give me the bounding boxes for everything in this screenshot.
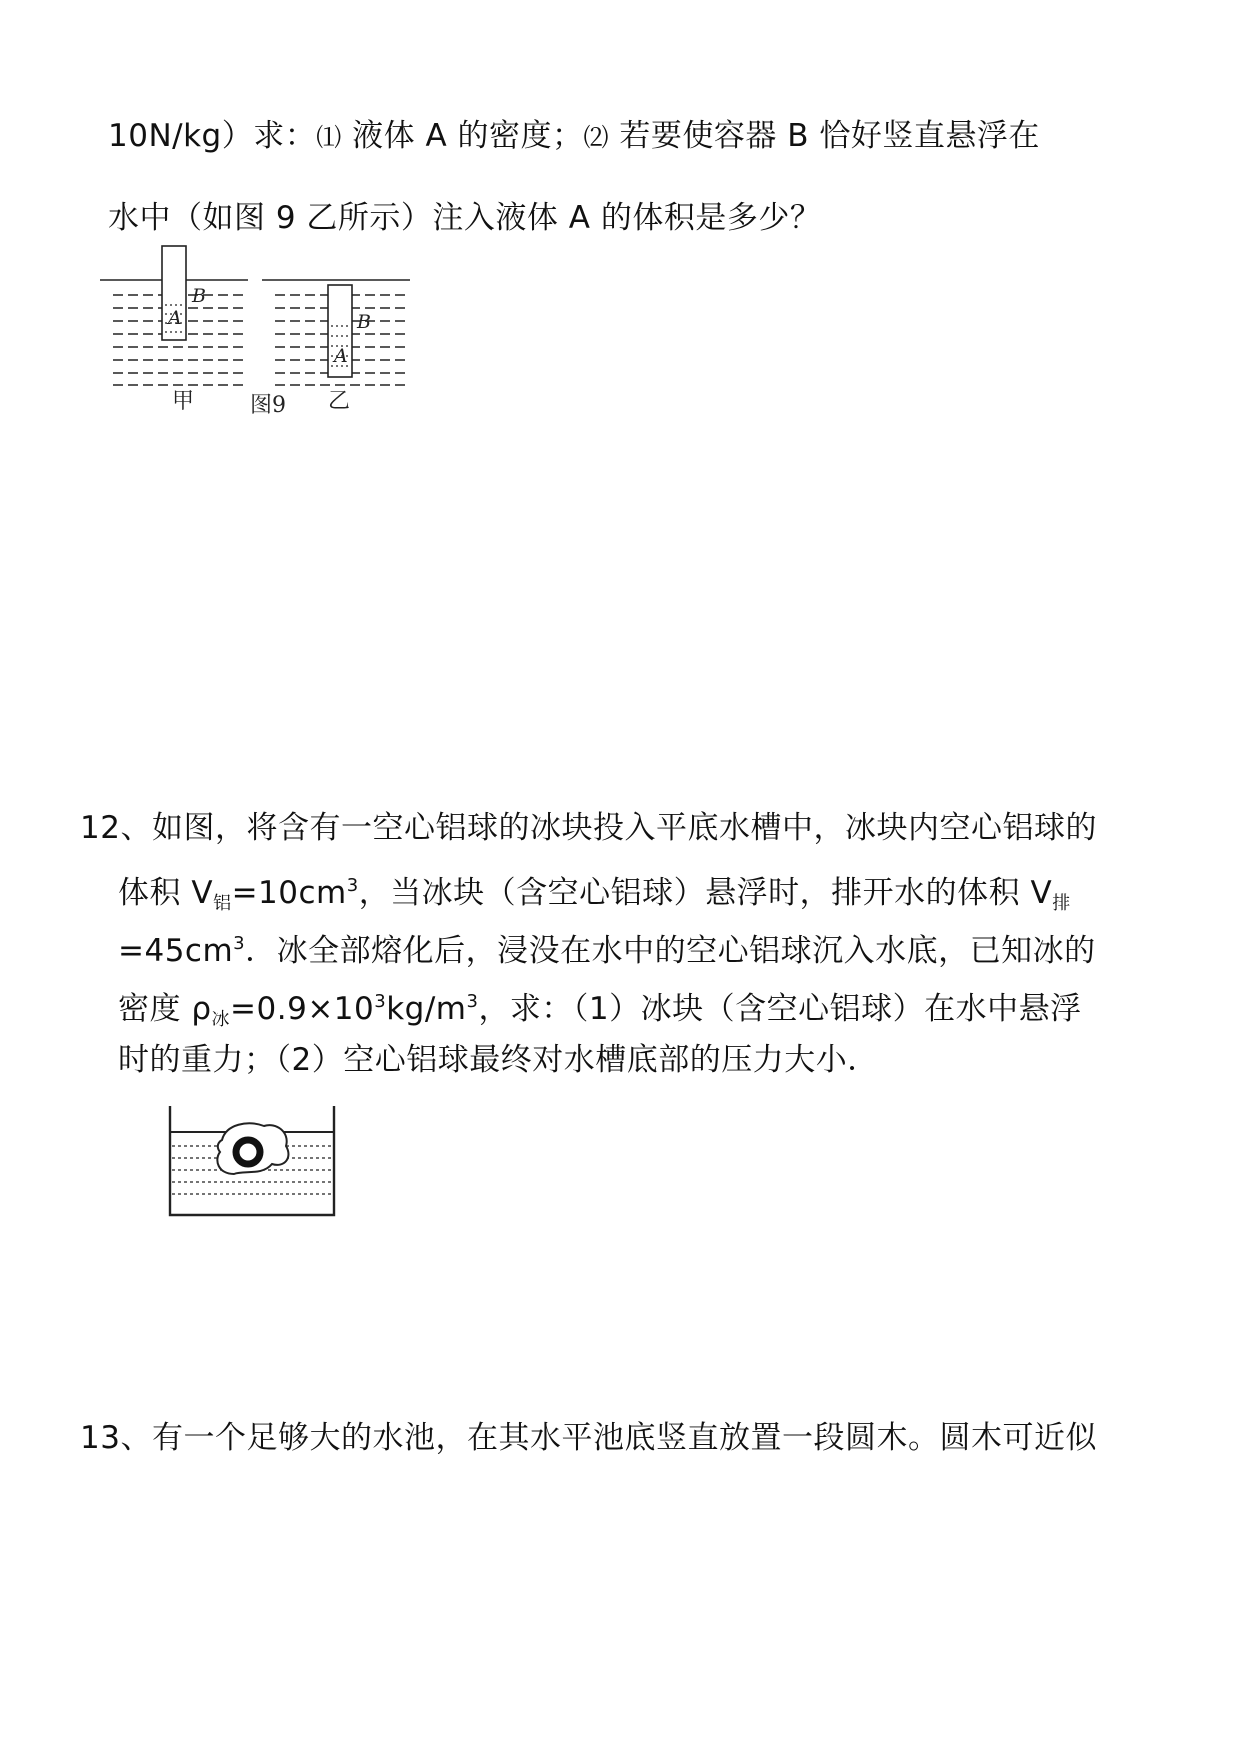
ice-block-figure (160, 1100, 350, 1225)
hollow-aluminum-ball (236, 1140, 260, 1164)
fig9-caption-jia: 甲 (172, 389, 195, 414)
q11-line-1: 10N/kg）求：⑴ 液体 A 的密度；⑵ 若要使容器 B 恰好竖直悬浮在 (108, 118, 1040, 154)
q11-part-2-marker: ⑵ (583, 123, 610, 152)
q12-line-4: 密度 $\rho_冰=0.9\times 10^3kg/m^3$，求：（1）冰块（含空心铝球）在水中悬浮 (118, 991, 1082, 1030)
fig9-label-b-left: B (192, 285, 206, 307)
fig9-caption-yi: 乙 (328, 389, 351, 414)
q11-part-1-marker: ⑴ (316, 123, 342, 152)
q13-line-1: 13、有一个足够大的水池，在其水平池底竖直放置一段圆木。圆木可近似 (80, 1420, 1097, 1456)
q12-line-3: $=45cm^3$．冰全部熔化后，浸没在水中的空心铝球沉入水底，已知冰的 (118, 933, 1096, 969)
fig9-caption: 图9 (250, 393, 286, 418)
q12-line-1: 12、如图，将含有一空心铝球的冰块投入平底水槽中，冰块内空心铝球的 (80, 810, 1097, 846)
fig9-label-b-right: B (357, 311, 371, 333)
fig9-label-a-left: A (168, 307, 182, 329)
q11-line-2: 水中（如图 9 乙所示）注入液体 A 的体积是多少？ (108, 200, 822, 236)
ice-tank-drawing (160, 1100, 350, 1225)
fig9-label-a-right: A (334, 345, 348, 367)
q12-line-2: 体积 $V_铝=10cm^3$，当冰块（含空心铝球）悬浮时，排开水的体积 $V_排$ (118, 875, 1071, 914)
figure-9-drawing (95, 240, 425, 430)
q12-line-5: 时的重力；（2）空心铝球最终对水槽底部的压力大小． (118, 1042, 879, 1078)
figure-9 (95, 240, 425, 430)
